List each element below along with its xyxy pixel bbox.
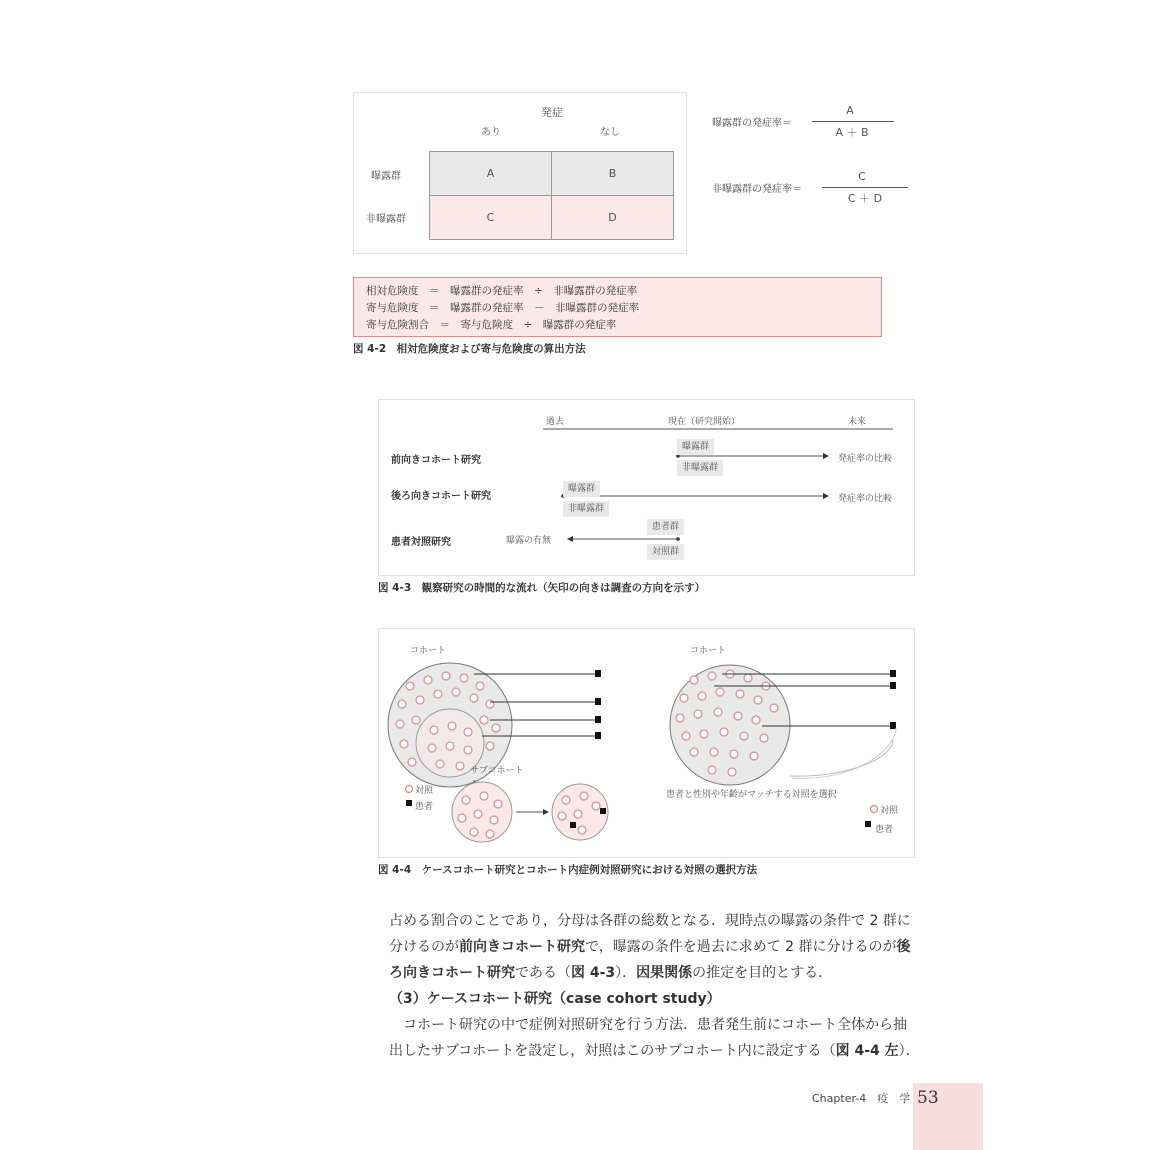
fig42-cell-d: D bbox=[551, 195, 674, 240]
fig44-subcohort-label: サブコホート bbox=[470, 766, 524, 776]
formula-box bbox=[353, 277, 882, 337]
fig43-row2-compare: 発症率の比較 bbox=[838, 494, 893, 504]
fig42-caption: 図 4-2 相対危険度および寄与危険度の算出方法 bbox=[353, 343, 586, 355]
fig44-cohort-right-label: コホート bbox=[690, 646, 727, 656]
page-number: 53 bbox=[917, 1088, 939, 1108]
exposed-rate-fraction-bar bbox=[812, 121, 894, 122]
formula-relative-risk: 相対危険度 ＝ 曝露群の発症率 ÷ 非曝露群の発症率 bbox=[366, 285, 638, 297]
fig43-time-present: 現在（研究開始） bbox=[668, 417, 741, 427]
chapter-label: Chapter-4 疫 学 bbox=[812, 1092, 911, 1105]
unexposed-rate-fraction-bar bbox=[822, 187, 908, 188]
body-line-3: ろ向きコホート研究である（図 4-3）．因果関係の推定を目的とする． bbox=[389, 965, 833, 981]
body-line-5: コホート研究の中で症例対照研究を行う方法．患者発生前にコホート全体から抽 bbox=[389, 1017, 907, 1033]
unexposed-rate-label: 非曝露群の発症率＝ bbox=[712, 184, 802, 195]
fig44-caption: 図 4-4 ケースコホート研究とコホート内症例対照研究における対照の選択方法 bbox=[378, 864, 758, 876]
fig43-row1-unexposed: 非曝露群 bbox=[677, 460, 723, 476]
fig44-cohort-left-label: コホート bbox=[410, 646, 447, 656]
term-causality: 因果関係 bbox=[636, 965, 693, 981]
fig42-cell-b: B bbox=[551, 151, 674, 196]
fig43-row2-exposed: 曝露群 bbox=[563, 481, 600, 497]
term-prospective-cohort: 前向きコホート研究 bbox=[459, 939, 585, 955]
fig42-cell-c: C bbox=[429, 195, 552, 240]
fig42-row-unexposed: 非曝露群 bbox=[366, 214, 406, 225]
exposed-rate-label: 曝露群の発症率＝ bbox=[712, 118, 792, 129]
fig43-row1-exposed: 曝露群 bbox=[677, 439, 714, 455]
ref-fig43: 図 4-3 bbox=[571, 965, 616, 981]
fig43-row1-label: 前向きコホート研究 bbox=[391, 455, 481, 466]
body-line-6: 出したサブコホートを設定し，対照はこのサブコホート内に設定する（図 4-4 左）． bbox=[389, 1043, 920, 1059]
formula-attributable-fraction: 寄与危険割合 ＝ 寄与危険度 ÷ 曝露群の発症率 bbox=[366, 319, 617, 331]
unexposed-rate-numerator: C bbox=[858, 170, 866, 183]
fig43-row3-cases: 患者群 bbox=[647, 519, 684, 535]
ref-fig44-left: 図 4-4 左 bbox=[835, 1043, 899, 1059]
fig44-matching-note: 患者と性別や年齢がマッチする対照を選択 bbox=[666, 790, 837, 800]
fig43-row2-unexposed: 非曝露群 bbox=[563, 501, 609, 517]
right-cohort-circle bbox=[670, 665, 790, 785]
term-retrospective-cohort: ろ向きコホート研究 bbox=[389, 965, 515, 981]
fig43-row3-label: 患者対照研究 bbox=[391, 537, 451, 548]
fig42-col-header: 発症 bbox=[541, 106, 563, 119]
fig43-row3-exposure: 曝露の有無 bbox=[506, 536, 552, 546]
fig43-time-past: 過去 bbox=[546, 417, 565, 427]
fig44-legend-patient-right: 患者 bbox=[875, 825, 894, 835]
unexposed-rate-denominator: C ＋ D bbox=[847, 192, 883, 205]
fig43-row1-compare: 発症率の比較 bbox=[838, 454, 893, 464]
exposed-rate-denominator: A ＋ B bbox=[835, 126, 869, 139]
body-line-1: 占める割合のことであり，分母は各群の総数となる．現時点の曝露の条件で 2 群に bbox=[389, 913, 911, 929]
body-line-2: 分けるのが前向きコホート研究で，曝露の条件を過去に求めて 2 群に分けるのが後 bbox=[389, 939, 911, 955]
section-heading-case-cohort: （3）ケースコホート研究（case cohort study） bbox=[389, 991, 721, 1007]
fig43-row3-controls: 対照群 bbox=[647, 544, 684, 560]
fig44-legend-control-right: 対照 bbox=[880, 806, 899, 816]
fig44-legend-patient: 患者 bbox=[415, 802, 434, 812]
fig43-row2-label: 後ろ向きコホート研究 bbox=[391, 491, 491, 502]
fig42-col-yes: あり bbox=[481, 127, 501, 138]
fig42-col-no: なし bbox=[600, 127, 620, 138]
formula-attributable-risk: 寄与危険度 ＝ 曝露群の発症率 － 非曝露群の発症率 bbox=[366, 302, 639, 314]
fig43-caption: 図 4-3 観察研究の時間的な流れ（矢印の向きは調査の方向を示す） bbox=[378, 582, 706, 594]
fig44-legend-control: 対照 bbox=[415, 786, 434, 796]
exposed-rate-numerator: A bbox=[846, 104, 854, 117]
fig42-row-exposed: 曝露群 bbox=[371, 171, 401, 182]
fig44-diagram-svg bbox=[378, 628, 913, 856]
fig42-cell-a: A bbox=[429, 151, 552, 196]
fig43-time-future: 未来 bbox=[848, 417, 867, 427]
